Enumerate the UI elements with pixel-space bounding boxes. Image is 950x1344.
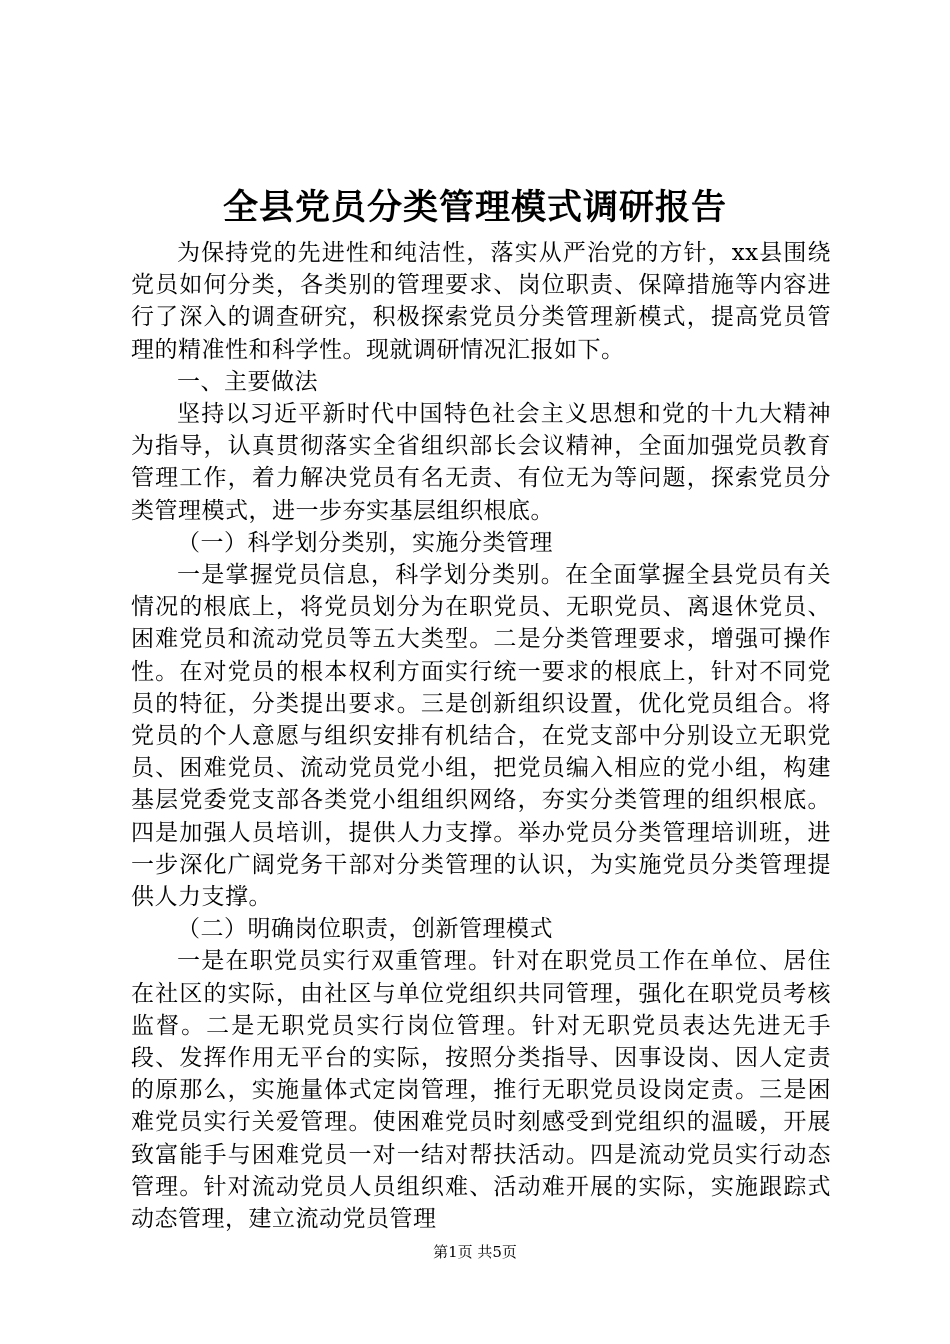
- section-paragraph-main-practices: 坚持以习近平新时代中国特色社会主义思想和党的十九大精神为指导，认真贯彻落实全省组织部长会议精神，全面加强党员教育管理工作，着力解决党员有名无责、有位无为等问题，探索党员分类管理模式，进一步夯实基层组织根底。: [131, 401, 831, 524]
- document-title: 全县党员分类管理模式调研报告: [222, 187, 727, 228]
- document-body: [131, 237, 831, 1235]
- section-heading-main-practices: 一、主要做法: [177, 368, 318, 395]
- page-footer: 第1页 共5页: [433, 1243, 517, 1261]
- subsection-paragraph-classification: 一是掌握党员信息，科学划分类别。在全面掌握全县党员有关情况的根底上，将党员划分为在职党员、无职党员、离退休党员、困难党员和流动党员等五大类型。二是分类管理要求，增强可操作性。在对党员的根本权利方面实行统一要求的根底上，针对不同党员的特征，分类提出要求。三是创新组织设置，优化党员组合。将党员的个人意愿与组织安排有机结合，在党支部中分别设立无职党员、困难党员、流动党员党小组，把党员编入相应的党小组，构建基层党委党支部各类党小组组织网络，夯实分类管理的组织根底。四是加强人员培训，提供人力支撑。举办党员分类管理培训班，进一步深化广阔党务干部对分类管理的认识，为实施党员分类管理提供人力支撑。: [131, 562, 831, 911]
- subsection-paragraph-responsibilities: 一是在职党员实行双重管理。针对在职党员工作在单位、居住在社区的实际，由社区与单位党组织共同管理，强化在职党员考核监督。二是无职党员实行岗位管理。针对无职党员表达先进无手段、发挥作用无平台的实际，按照分类指导、因事设岗、因人定责的原那么，实施量体式定岗管理，推行无职党员设岗定责。三是困难党员实行关爱管理。使困难党员时刻感受到党组织的温暖，开展致富能手与困难党员一对一结对帮扶活动。四是流动党员实行动态管理。针对流动党员人员组织难、活动难开展的实际，实施跟踪式动态管理，建立流动党员管理: [131, 948, 831, 1233]
- subsection-heading-responsibilities: （二）明确岗位职责，创新管理模式: [177, 916, 553, 943]
- intro-paragraph: 为保持党的先进性和纯洁性，落实从严治党的方针，xx县围绕党员如何分类，各类别的管理要求、岗位职责、保障措施等内容进行了深入的调查研究，积极探索党员分类管理新模式，提高党员管理的精准性和科学性。现就调研情况汇报如下。: [131, 240, 831, 363]
- subsection-heading-classification: （一）科学划分类别，实施分类管理: [177, 529, 553, 556]
